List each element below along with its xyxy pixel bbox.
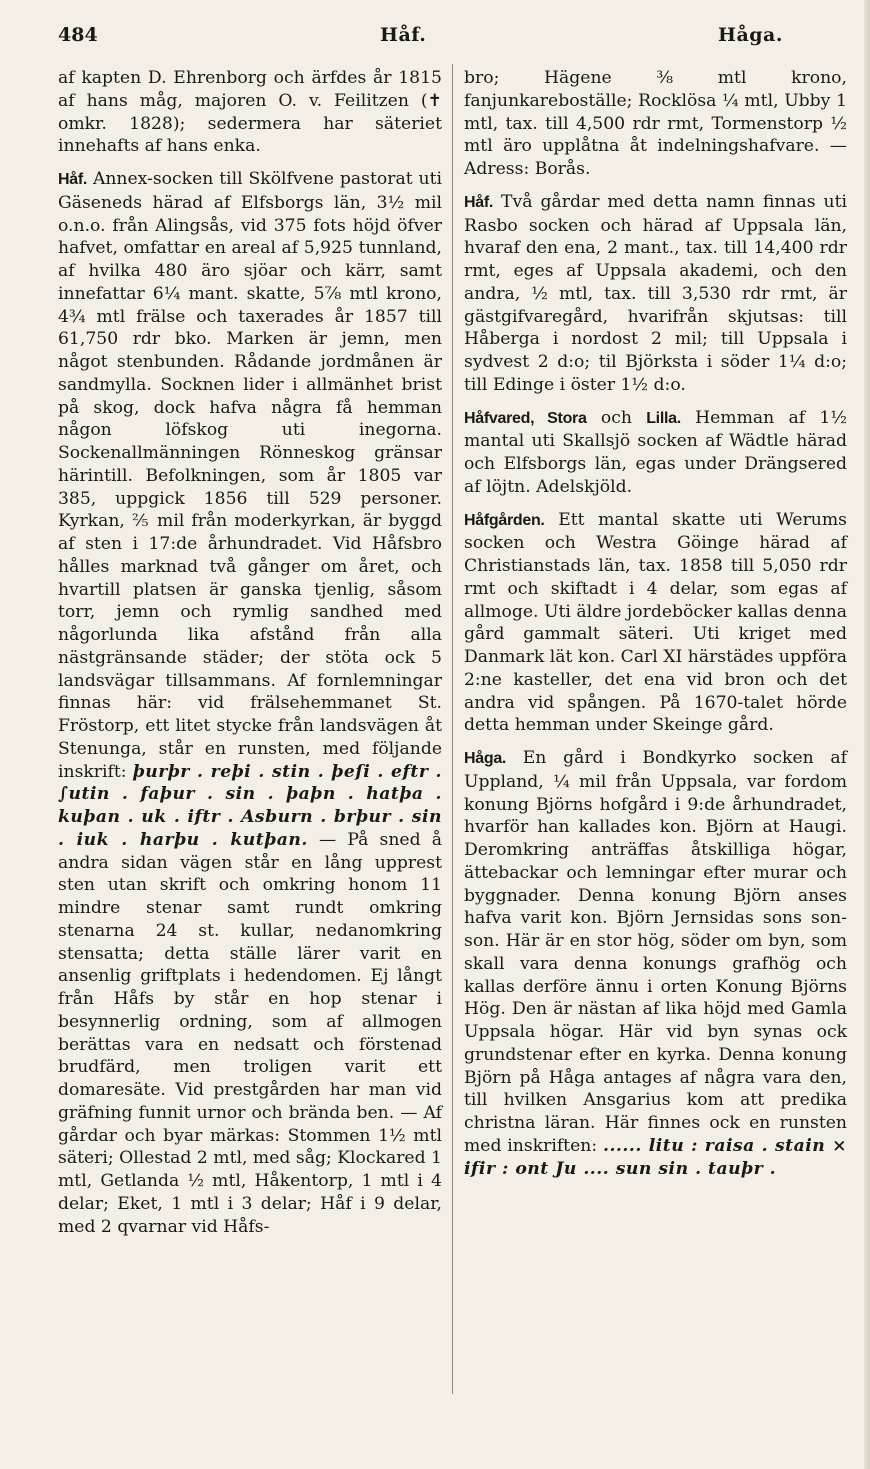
- runic-inscription: þurþr . reþi . stin . þeſi . eftr . ∫utin . faþur . sin . þaþn . hatþa . kuþan . uk . iftr . Asburn . brþur . sin . iuk . harþu . kutþan.: [58, 761, 443, 850]
- entry-connector: och: [600, 407, 632, 428]
- entry-headword: Håga.: [464, 750, 507, 767]
- entry-headword: Håf.: [58, 171, 88, 188]
- entry-text: En gård i Bondkyrko socken af Uppland, ¼ mil från Uppsala, var fordom konung Björns hofgård i 9:de århundradet, hvarför han kallades kon. Björn at Haugi. Deromkring anträffas åtskilliga högar, ättebackar och lemningar efter murar och byggnader. Denna konung Björn anses hafva varit kon. Björn Jernsidas sons son-son. Här är en stor hög, söder om byn, som skall vara denna konungs grafhög och kallas derföre ännu i orten Konung Björns Hög. Den är nästan af lika höjd med Gamla Uppsala högar. Här vid byn synas ock grundstenar efter en kyrka. Denna konung Björn på Håga antages af några vara den, till hvilken Ansgarius kom att predika christna läran. Här finnes ock en runsten med inskriften:: [464, 748, 847, 1156]
- page-number: 484: [58, 24, 98, 46]
- entry-headword-secondary: Lilla.: [646, 409, 681, 427]
- entry-text: Annex-socken till Skölfvene pastorat uti Gäseneds härad af Elfsborgs län, 3½ mil o.n.o. från Alingsås, vid 375 fots höjd öfver hafvet, omfattar en areal af 5,925 tunnland, af hvilka 480 äro sjöar och kärr, samt innefattar 6¼ mant. skatte, 5⅞ mtl krono, 4¾ mtl frälse och taxerades år 1857 till 61,750 rdr bko. Marken är jemn, men något stenbunden. Rådande jordmånen är sandmylla. Socknen lider i allmänhet brist på skog, dock hafva några få hemman någon löfskog uti inegorna. Sockenallmänningen Rönneskog gränsar härintill. Befolkningen, som år 1805 var 385, uppgick 1856 till 529 personer. Kyrkan, ⅖ mil från moderkyrkan, är byggd af sten i 17:de århundradet. Vid Håfsbro hålles marknad två gånger om året, och hvartill platsen är ganska tjenlig, såsom torr, jemn och rymlig sandhed med någorlunda lika afstånd från alla nästgränsande städer; der stöta ock 5 landsvägar tillsammans. Af fornlemningar finnas här: vid frälsehemmanet St. Fröstorp, ett litet stycke från landsvägen åt Stenunga, står en runsten, med följande inskrift:: [58, 169, 442, 782]
- continuation-text: af kapten D. Ehrenborg och ärfdes år 1815 af hans måg, majoren O. v. Feilitzen (✝ omkr. 1828); sedermera har säteriet innehafts af hans enka.: [58, 68, 442, 157]
- left-running-head: Håf.: [380, 24, 427, 46]
- entry-hafvared: [464, 407, 847, 499]
- column-divider: [452, 64, 453, 1394]
- entry-text: Ett mantal skatte uti Werums socken och Westra Göinge härad af Christianstads län, tax. 1858 till 5,050 rdr rmt och skiftadt i 4 delar, som egas af allmoge. Uti äldre jordeböcker kallas denna gård gammalt säteri. Uti kriget med Danmark lät kon. Carl XI härstädes uppföra 2:ne kasteller, det ena vid bron och det andra vid spången. På 1670-talet hörde detta hemman under Skeinge gård.: [464, 509, 847, 736]
- entry-headword: Håfgården.: [464, 511, 545, 529]
- left-column: [58, 67, 442, 1238]
- entry-headword: Håfvared, Stora: [464, 409, 587, 427]
- entry-hafgarden: [464, 509, 847, 738]
- right-column: [464, 67, 847, 1180]
- entry-haf: [58, 168, 442, 1238]
- entry-haf-rasbo: [464, 191, 847, 397]
- continuation-paragraph: [58, 67, 442, 158]
- entry-headword: Håf.: [464, 193, 494, 211]
- entry-text-continued: — På sned å andra sidan vägen står en lång upprest sten utan skrift och omkring honom 11 mindre stenar samt rundt omkring stenarna 24 st. kullar, nedanomkring stensatta; detta ställe lärer varit en ansenlig griftplats i hedendomen. Ej långt från Håfs by står en hop stenar i besynnerlig ordning, som af allmogen berättas vara en nedsatt och förstenad brudfärd, men troligen varit ett domaresäte. Vid prestgården har man vid gräfning funnit urnor och brända ben. — Af gårdar och byar märkas: Stommen 1½ mtl säteri; Ollestad 2 mtl, med såg; Klockared 1 mtl, Getlanda ½ mtl, Håkentorp, 1 mtl i 4 delar; Eket, 1 mtl i 3 delar; Håf i 9 delar, med 2 qvarnar vid Håfs-: [58, 829, 442, 1237]
- entry-text: Två gårdar med detta namn finnas uti Rasbo socken och härad af Uppsala län, hvaraf den ena, 2 mant., tax. till 14,400 rdr rmt, eges af Uppsala akademi, och den andra, ½ mtl, tax. till 3,530 rdr rmt, är gästgifvaregård, hvarifrån skjutsas: till Håberga i nordost 2 mil; till Uppsala i sydvest 2 d:o; til Björksta i söder 1¼ d:o; till Edinge i öster 1½ d:o.: [464, 191, 847, 395]
- page-edge: [864, 0, 870, 1469]
- right-running-head: Håga.: [718, 24, 783, 46]
- continuation-text: bro; Hägene ⅜ mtl krono, fanjunkareboställe; Rocklösa ¼ mtl, Ubby 1 mtl, tax. till 4,500 rdr rmt, Tormenstorp ½ mtl äro upplåtna åt indelningshafvare. — Adress: Borås.: [464, 68, 847, 179]
- page-header: [0, 24, 870, 54]
- entry-text: Hemman af 1½ mantal uti Skallsjö socken af Wädtle härad och Elfsborgs län, egas under Drängsered af löjtn. Adelskjöld.: [464, 407, 847, 497]
- runic-inscription: ...... litu : raisa . stain × ifir : ont Ju .... sun sin . tauþr .: [464, 1135, 848, 1179]
- continuation-paragraph: [464, 67, 847, 181]
- entry-haga: [464, 747, 847, 1180]
